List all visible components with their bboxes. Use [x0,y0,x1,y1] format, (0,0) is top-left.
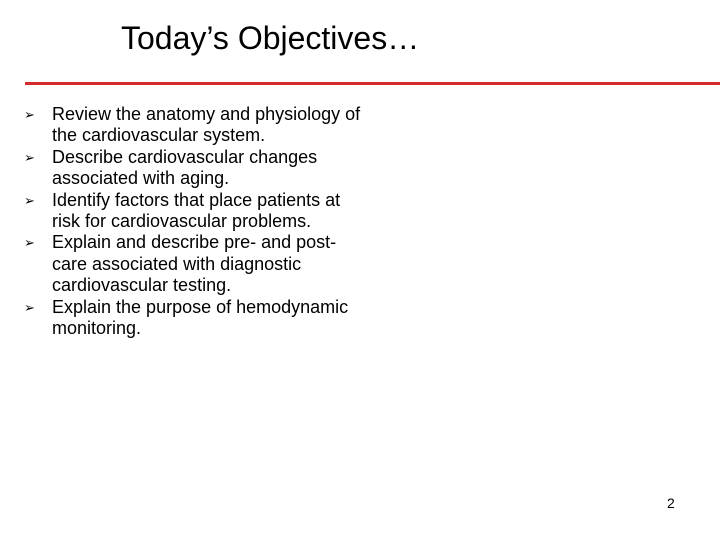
objectives-list [24,104,364,339]
slide-title: Today’s Objectives… [121,20,420,56]
page-number: 2 [667,495,675,511]
arrow-bullet-icon: ➢ [24,149,35,165]
list-item [24,232,364,296]
list-item [24,297,364,340]
title-divider [25,82,720,85]
arrow-bullet-icon: ➢ [24,299,35,315]
objective-text: Describe cardiovascular changes associated with aging. [52,146,318,189]
list-item [24,104,364,147]
objective-text: Explain and describe pre- and post-care associated with diagnostic cardiovascular testing. [52,232,337,296]
objective-text: Explain the purpose of hemodynamic monitoring. [52,296,349,339]
list-item [24,147,364,190]
arrow-bullet-icon: ➢ [24,235,35,251]
arrow-bullet-icon: ➢ [24,192,35,208]
arrow-bullet-icon: ➢ [24,107,35,122]
list-item [24,190,364,233]
objective-text: Review the anatomy and physiology of the cardiovascular system. [52,104,361,146]
objective-text: Identify factors that place patients at risk for cardiovascular problems. [52,189,341,232]
